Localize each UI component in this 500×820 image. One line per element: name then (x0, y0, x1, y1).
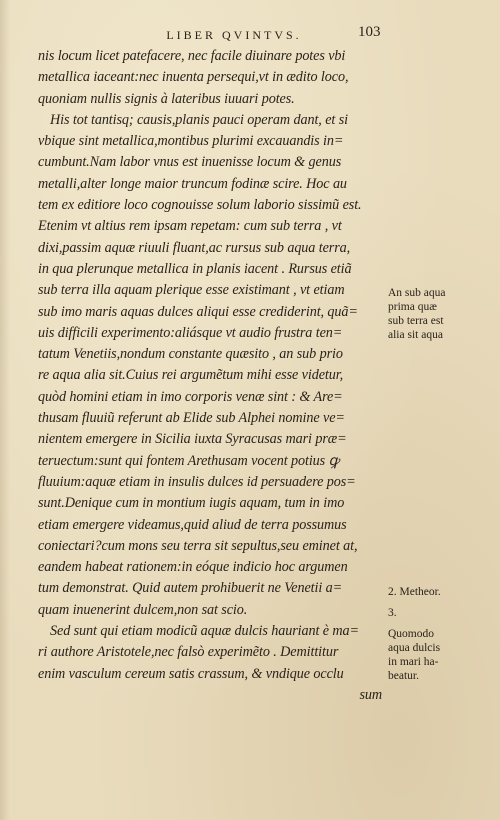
text-line: enim vasculum cereum satis crassum, & vndique occlu (38, 665, 344, 682)
text-line: nientem emergere in Sicilia iuxta Syracusas mari præ= (38, 431, 347, 448)
text-line: tum demonstrat. Quid autem prohibuerit ne Venetii a= (38, 580, 343, 597)
text-line: quoniam nullis signis à lateribus iuuari potes. (38, 90, 295, 107)
text-line: nis locum licet patefacere, nec facile diuinare potes vbi (38, 48, 346, 64)
margin-note-line: 2. Metheor. (388, 585, 441, 598)
margin-note (388, 585, 488, 599)
text-line: cumbunt.Nam labor vnus est inuenisse locum & genus (38, 154, 342, 171)
text-line: sub terra illa aquam plerique esse existimant , vt etiam (38, 282, 345, 299)
text-line: re aqua alia sit.Cuius rei argumẽtum mihi esse videtur, (38, 367, 344, 384)
margin-note-line: aqua dulcis (388, 642, 441, 655)
text-line: metalli,alter longe maior truncum fodinæ scire. Hoc au (38, 175, 347, 192)
text-line: metallica iaceant:nec inuenta persequi,vt in ædito loco, (38, 69, 349, 86)
text-line: Sed sunt qui etiam modicũ aquæ dulcis hauriant è ma= (50, 623, 359, 640)
text-line: in qua plerunque metallica in planis iacent . Rursus etiã (38, 260, 352, 277)
text-line: quòd homini etiam in imo corporis venæ sint : & Are= (38, 388, 343, 405)
text-line: tem ex editiore loco cognouisse solum laborio sissimũ est. (38, 197, 362, 214)
running-title: LIBER QVINTVS. (166, 28, 302, 42)
margin-note-line: in mari ha- (388, 656, 439, 669)
text-line: sub imo maris aquas dulces aliqui esse crediderint, quã= (38, 303, 358, 320)
text-line: quam inuenerint dulcem,non sat scio. (38, 601, 248, 618)
margin-note (388, 627, 488, 683)
margin-note-line: 3. (388, 606, 397, 619)
text-line: uis difficili experimento:aliásque vt audio frustra ten= (38, 324, 343, 341)
text-line: eandem habeat rationem:in eóque indicio hoc argumen (38, 559, 348, 576)
text-line: sunt.Denique cum in montium iugis aquam, tum in imo (38, 495, 345, 512)
margin-note-line: beatur. (388, 670, 419, 683)
text-line: ri authore Aristotele,nec falsò experimẽto . Demittitur (38, 644, 339, 661)
margin-note-line: alia sit aqua (388, 329, 443, 342)
text-line: thusam fluuiũ referunt ab Elide sub Alphei nomine ve= (38, 410, 345, 427)
text-line: etiam emergere videamus,quid aliud de terra possumus (38, 516, 347, 533)
page-number: 103 (358, 24, 381, 40)
text-line: His tot tantisq; causis,planis pauci operam dant, et si (50, 111, 348, 128)
text-line: tatum Venetiis,nondum constante quæsito , an sub prio (38, 346, 343, 363)
margin-note (388, 286, 488, 342)
text-line: vbique sint metallica,montibus plurimi excauandis in= (38, 133, 344, 150)
text-line: coniectari?cum mons seu terra sit sepultus,seu eminet at, (38, 537, 358, 554)
text-line: teruectum:sunt qui fontem Arethusam vocent potius ꝙ (38, 452, 340, 469)
margin-note-line: Quomodo (388, 628, 434, 641)
margin-note-line: prima quæ (388, 301, 437, 314)
margin-note-line: An sub aqua (388, 287, 446, 300)
text-line: fluuium:aquæ etiam in insulis dulces id persuadere pos= (38, 473, 356, 490)
text-line: dixi,passim aquæ riuuli fluant,ac rursus sub aqua terra, (38, 239, 351, 256)
text-line: sum (359, 686, 382, 703)
body-text (38, 46, 386, 706)
margin-note-line: sub terra est (388, 315, 444, 328)
text-line: Etenim vt altius rem ipsam repetam: cum sub terra , vt (38, 218, 342, 235)
margin-note (388, 606, 488, 620)
